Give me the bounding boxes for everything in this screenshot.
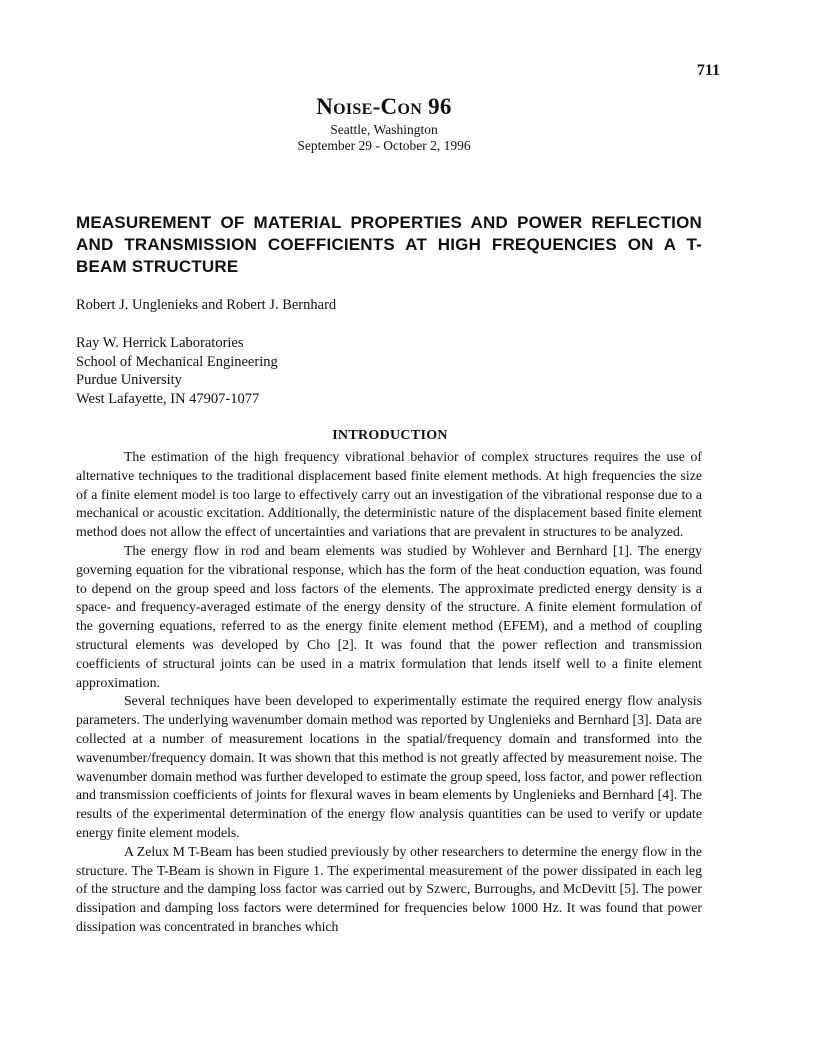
body-text xyxy=(76,448,702,937)
conference-header xyxy=(0,92,768,154)
conference-dates: September 29 - October 2, 1996 xyxy=(297,138,471,153)
affiliation-line: West Lafayette, IN 47907-1077 xyxy=(76,390,260,407)
affiliation-line: School of Mechanical Engineering xyxy=(76,353,278,370)
paragraph: A Zelux M T-Beam has been studied previously by other researchers to determine the energy flow in the structure. The T-Beam is shown in Figure 1. The experimental measurement of the power dissipated in each leg of the structure and the damping loss factor was carried out by Szwerc, Burroughs, and McDevitt [5]. The power dissipation and damping loss factors were determined for frequencies below 1000 Hz. It was found that power dissipation was concentrated in branches which xyxy=(76,843,702,934)
paragraph: Several techniques have been developed to experimentally estimate the required energy flow analysis parameters. The underlying wavenumber domain method was reported by Unglenieks and Bernhard [3]. Data are collected at a number of measurement locations in the spatial/frequency domain and transformed into the wavenumber/frequency domain. It was shown that this method is not greatly affected by measurement noise. The wavenumber domain method was further developed to estimate the group speed, loss factor, and power reflection and transmission coefficients of joints for flexural waves in beam elements by Unglenieks and Bernhard [4]. The results of the experimental determination of the energy flow analysis quantities can be used to verify or update energy finite element models. xyxy=(76,693,702,840)
section-heading: INTRODUCTION xyxy=(332,428,448,443)
author-list: Robert J. Unglenieks and Robert J. Bernhard xyxy=(76,297,337,313)
conference-location: Seattle, Washington xyxy=(330,122,438,137)
affiliation-line: Ray W. Herrick Laboratories xyxy=(76,335,244,351)
paragraph: The energy flow in rod and beam elements was studied by Wohlever and Bernhard [1]. The energy governing equation for the vibrational response, which has the form of the heat conduction equation, was found to depend on the group speed and loss factors of the elements. The approximate predicted energy density is a space- and frequency-averaged estimate of the energy density of the structure. A finite element formulation of the governing equations, referred to as the energy finite element method (EFEM), and a method of coupling structural elements was developed by Cho [2]. It was found that the power reflection and transmission coefficients of structural joints can be used in a matrix formulation that lends itself well to a finite element approximation. xyxy=(76,542,702,690)
paper-title: MEASUREMENT OF MATERIAL PROPERTIES AND POWER REFLECTION AND TRANSMISSION COEFFICIENTS AT HIGH FREQUENCIES ON A T-BEAM STRUCTURE xyxy=(76,213,702,276)
affiliation xyxy=(76,334,278,408)
page-number: 711 xyxy=(696,62,720,79)
conference-title: Noise-Con 96 xyxy=(316,94,452,119)
paragraph: The estimation of the high frequency vibrational behavior of complex structures requires the use of alternative techniques to the traditional displacement based finite element methods. At high frequencies the size of a finite element model is too large to effectively carry out an investigation of the vibrational response due to a mechanical or acoustic excitation. Additionally, the deterministic nature of the displacement based finite element method does not allow the effect of uncertainties and variations that are prevalent in structures to be analyzed. xyxy=(76,449,702,540)
affiliation-line: Purdue University xyxy=(76,372,182,388)
